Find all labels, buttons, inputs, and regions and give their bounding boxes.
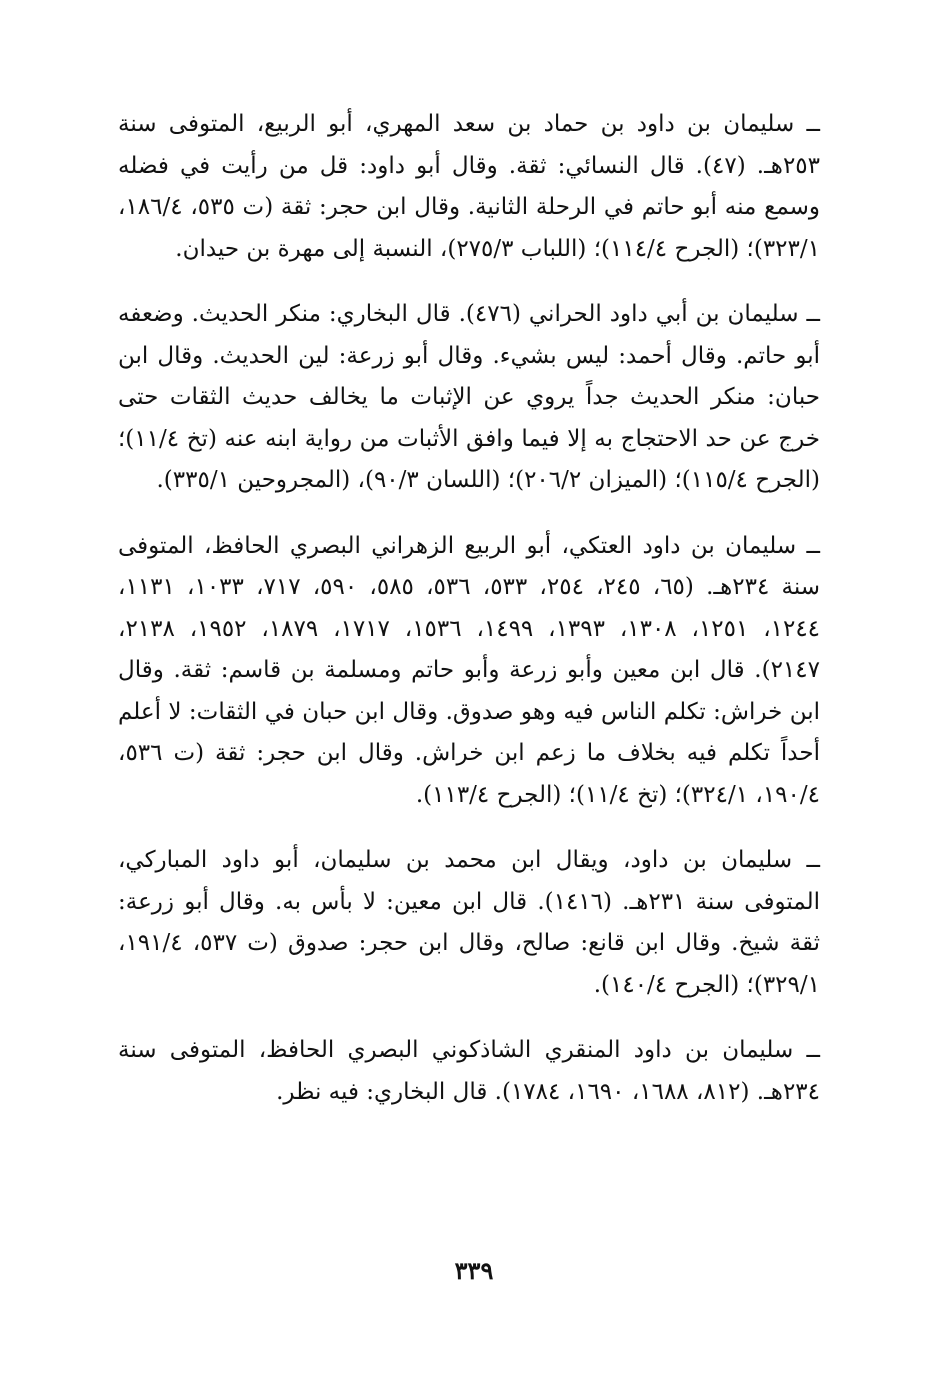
biography-entry <box>118 294 820 502</box>
entry-text: ــ سليمان بن داود المنقري الشاذكوني البصري الحافظ، المتوفى سنة ٢٣٤هـ. (٨١٢، ١٦٨٨، ١٦٩٠، ١٧٨٤). قال البخاري: فيه نظر. <box>118 1037 820 1105</box>
page-number: ٣٣٩ <box>454 1256 494 1285</box>
entry-text: ــ سليمان بن أبي داود الحراني (٤٧٦). قال البخاري: منكر الحديث. وضعفه أبو حاتم. وقال أحمد: ليس بشيء. وقال أبو زرعة: لين الحديث. وقال ابن حبان: منكر الحديث جداً يروي عن الإثبات ما يخالف حديث الثقات حتى خرج عن حد الاحتجاج به إلا فيما وافق الأثبات من رواية ابنه عنه (تخ ١١/٤)؛ (الجرح ١١٥/٤)؛ (الميزان ٢٠٦/٢)؛ (اللسان ٩٠/٣)، (المجروحين ٣٣٥/١). <box>118 301 820 493</box>
entry-text: ــ سليمان بن داود بن حماد بن سعد المهري، أبو الربيع، المتوفى سنة ٢٥٣هـ. (٤٧). قال النسائي: ثقة. وقال أبو داود: قل من رأيت في فضله وسمع منه أبو حاتم في الرحلة الثانية. وقال ابن حجر: ثقة (ت ٥٣٥، ١٨٦/٤، ٣٢٣/١)؛ (الجرح ١١٤/٤)؛ (اللباب ٢٧٥/٣)، النسبة إلى مهرة بن حيدان. <box>118 111 821 262</box>
biography-entry <box>118 526 820 817</box>
biography-entry <box>118 840 820 1006</box>
entry-text: ــ سليمان بن داود العتكي، أبو الربيع الزهراني البصري الحافظ، المتوفى سنة ٢٣٤هـ. (٦٥، ٢٤٥، ٢٥٤، ٥٣٣، ٥٣٦، ٥٨٥، ٥٩٠، ٧١٧، ١٠٣٣، ١١٣١، ١٢٤٤، ١٢٥١، ١٣٠٨، ١٣٩٣، ١٤٩٩، ١٥٣٦، ١٧١٧، ١٨٧٩، ١٩٥٢، ٢١٣٨، ٢١٤٧). قال ابن معين وأبو زرعة وأبو حاتم ومسلمة بن قاسم: ثقة. وقال ابن خراش: تكلم الناس فيه وهو صدوق. وقال ابن حبان في الثقات: لا أعلم أحداً تكلم فيه بخلاف ما زعم ابن خراش. وقال ابن حجر: ثقة (ت ٥٣٦، ١٩٠/٤، ٣٢٤/١)؛ (تخ ١١/٤)؛ (الجرح ١١٣/٤). <box>118 532 821 808</box>
biography-entry <box>118 1030 820 1113</box>
entry-text: ــ سليمان بن داود، ويقال ابن محمد بن سليمان، أبو داود المباركي، المتوفى سنة ٢٣١هـ. (١٤١٦). قال ابن معين: لا بأس به. وقال أبو زرعة: ثقة شيخ. وقال ابن قانع: صالح، وقال ابن حجر: صدوق (ت ٥٣٧، ١٩١/٤، ٣٢٩/١)؛ (الجرح ١٤٠/٤). <box>118 847 821 998</box>
biography-entry <box>118 104 820 270</box>
page-body <box>118 104 820 1304</box>
